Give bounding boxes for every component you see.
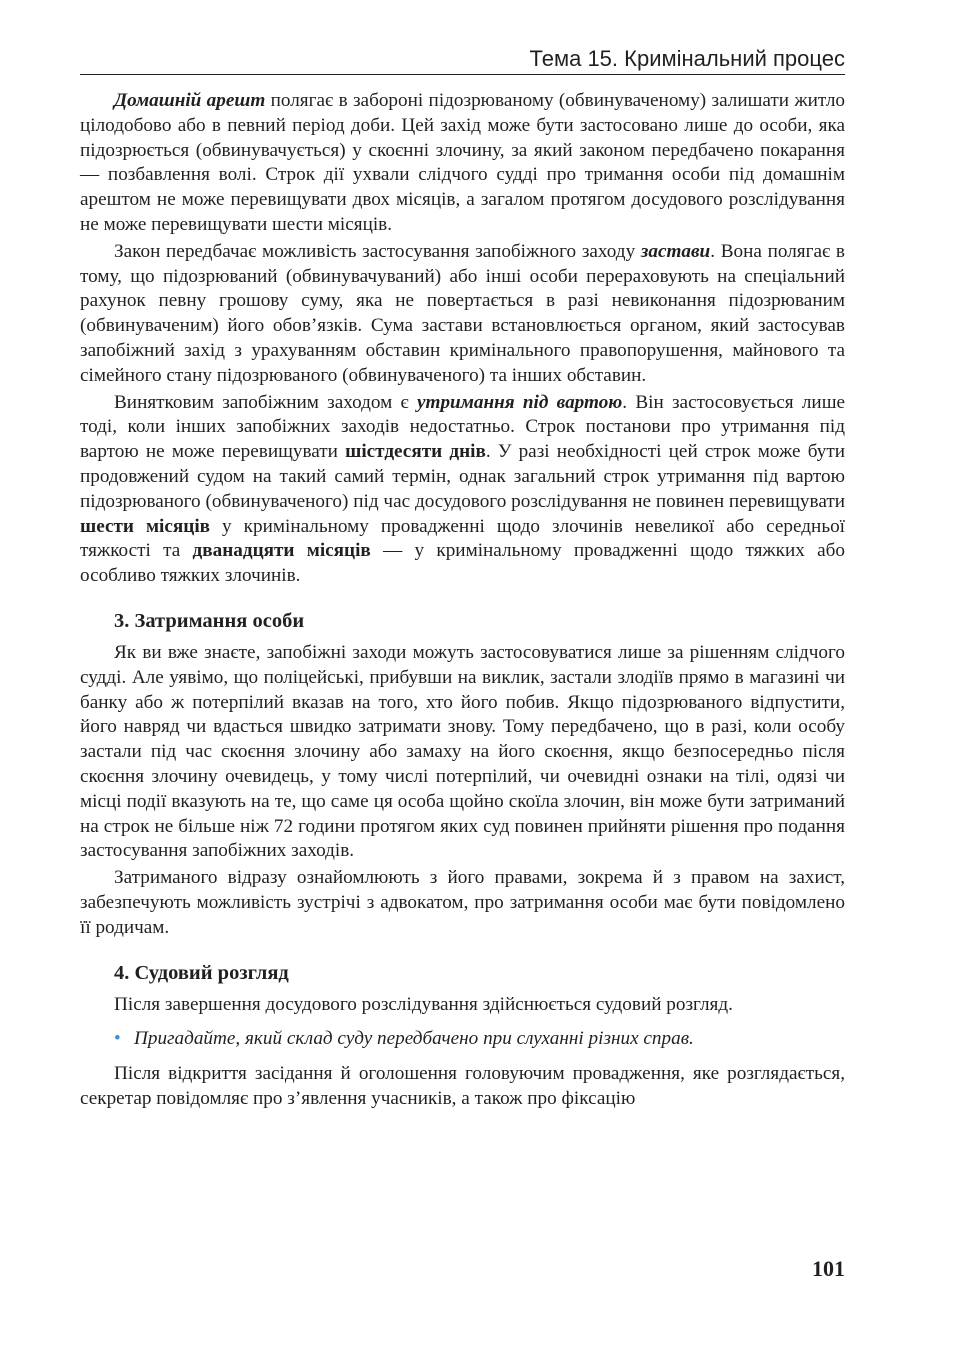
running-header	[80, 46, 845, 72]
paragraph-text: полягає в забороні підозрюваному (обвинуваченому) залишати житло цілодобово або в певний період доби. Цей захід може бути застосовано лише до особи, яка підозрюється (обвинувачується) у скоєнні злочину, за який законом передбачено покарання — позбавлення волі. Строк дії ухвали слідчого судді про тримання особи під домашнім арештом не може перевищувати двох місяців, а загалом протягом досудового розслідування не може перевищувати шести місяців.	[80, 90, 845, 235]
paragraph-trial-opening: Після відкриття засідання й оголошення головуючим провадження, яке розглядається, секретар повідомляє про з’явлення учасників, а також про фіксацію	[80, 1063, 845, 1109]
paragraph-detention: Винятковим запобіжним заходом є утримання під вартою. Він застосовується лише тоді, коли інших запобіжних заходів недостатньо. Строк постанови про утримання під вартою не може перевищувати шістдесяти днів. У разі необхідності цей строк може бути продовжений судом на такий самий термін, однак загальний строк утримання під вартою підозрюваного (обвинуваченого) під час досудового розслідування не повинен перевищувати шести місяців у кримінальному провадженні щодо злочинів невеликої або середньої тяжкості та дванадцяти місяців — у кримінальному провадженні щодо тяжких або особливо тяжких злочинів.	[80, 391, 845, 587]
term-bail: застави	[640, 240, 711, 262]
paragraph-detention-of-person: Як ви вже знаєте, запобіжні заходи можуть застосовуватися лише за рішенням слідчого судді. Але уявімо, що поліцейські, прибувши на виклик, застали злодіїв прямо в магазині чи банку або ж потерпілий вказав на того, хто його побив. Якщо підозрюваного відпустити, його навряд чи вдасться швидко затримати знову. Тому передбачено, що в разі, коли особу застали під час скоєння злочину або замаху на його скоєння, якщо безпосередньо після скоєння злочину очевидець, у тому числі потерпілий, чи очевидні ознаки на тілі, одязі чи місці події вказують на те, що саме ця особа щойно скоїла злочин, він може бути затриманий на строк не більше ніж 72 години протягом яких суд повинен прийняти рішення про подання застосування запобіжних заходів.	[80, 641, 845, 862]
paragraph-house-arrest	[80, 89, 845, 238]
emphasis-sixty-days: шістдесяти днів	[345, 441, 486, 463]
recall-prompt	[80, 1027, 845, 1052]
paragraph-trial-intro: Після завершення досудового розслідування здійснюється судовий розгляд.	[114, 993, 733, 1015]
emphasis-six-months: шести місяців	[80, 515, 211, 537]
emphasis-twelve-months: дванадцяти місяців	[192, 540, 371, 562]
bullet-icon: •	[114, 1028, 121, 1050]
section-heading-trial: 4. Судовий розгляд	[114, 961, 289, 984]
header-rule	[80, 74, 845, 75]
page-number: 101	[812, 1256, 845, 1281]
recall-prompt-text: Пригадайте, який склад суду передбачено при слуханні різних справ.	[134, 1028, 694, 1050]
term-detention: утримання під вартою	[417, 391, 623, 413]
page-body	[80, 89, 845, 1112]
section-heading-detention-of-person: 3. Затримання особи	[114, 609, 305, 632]
paragraph-bail: Закон передбачає можливість застосування запобіжного заходу застави. Вона полягає в тому, що підозрюваний (обвинувачуваний) або інші особи перераховують на спеціальний рахунок певну грошову суму, яка не повертається в разі невиконання підозрюваним (обвинуваченим) його обов’язків. Сума застави встановлюється органом, який застосував запобіжний захід з урахуванням обставин кримінального правопорушення, майнового та сімейного стану підозрюваного (обвинуваченого) та інших обставин.	[80, 240, 845, 386]
paragraph-detainee-rights: Затриманого відразу ознайомлюють з його правами, зокрема й з правом на захист, забезпечують можливість зустрічі з адвокатом, про затримання особи має бути повідомлено її родичам.	[80, 867, 845, 938]
header-title: Тема 15. Кримінальний процес	[529, 46, 845, 71]
term-house-arrest: Домашній арешт	[114, 90, 266, 111]
